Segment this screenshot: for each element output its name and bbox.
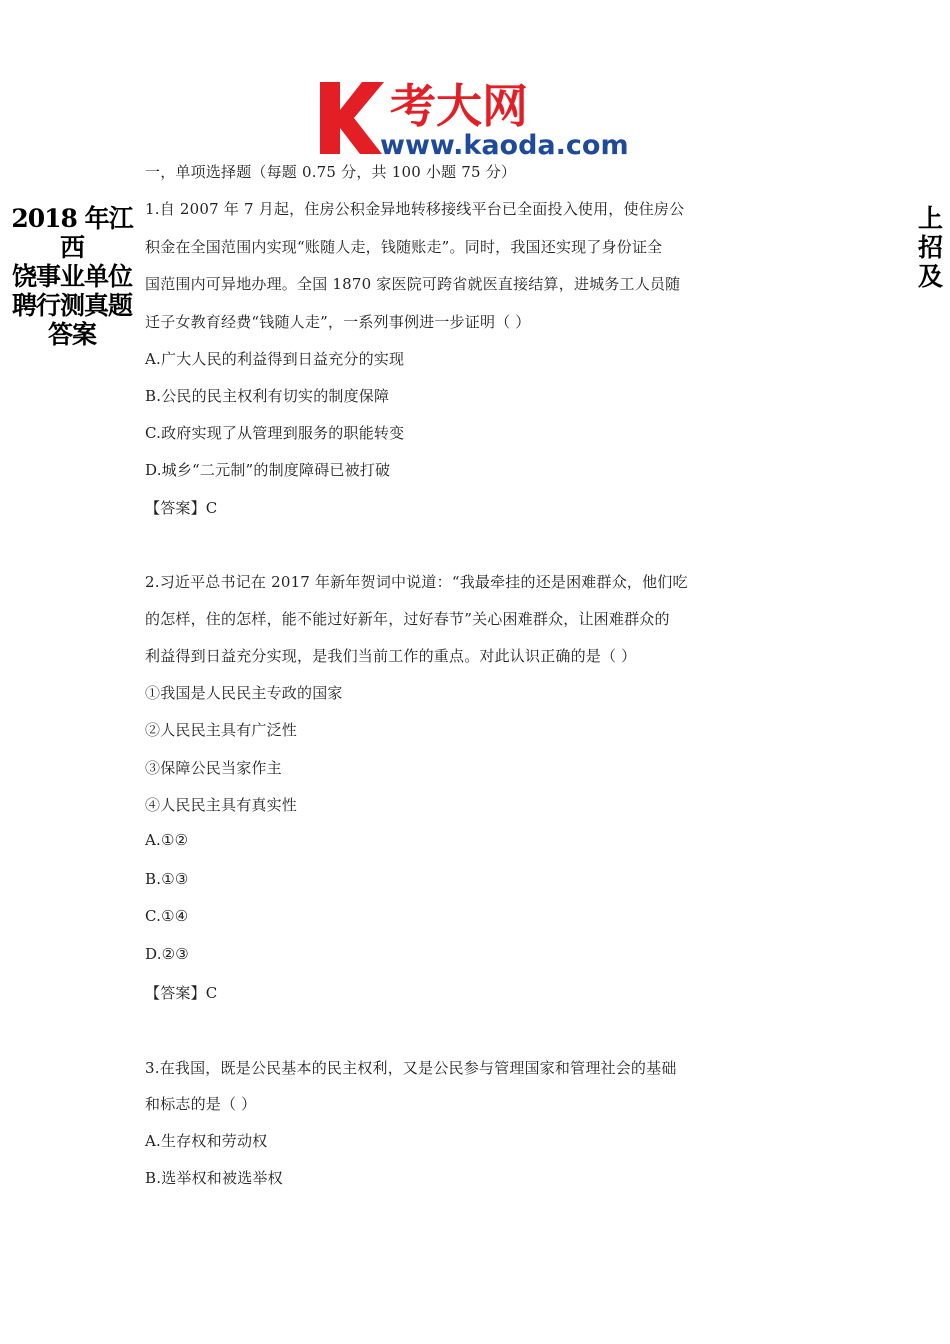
question-1-text: 国范围内可异地办理。全国 1870 家医院可跨省就医直接结算，进城务工人员随	[145, 275, 681, 293]
section-heading: 一，单项选择题（每题 0.75 分，共 100 小题 75 分）	[145, 163, 517, 181]
question-2-statement-1: ①我国是人民民主专政的国家	[145, 684, 343, 702]
side-right-char: 招	[918, 233, 944, 262]
question-3-text: 3.在我国，既是公民基本的民主权利，又是公民参与管理国家和管理社会的基础	[145, 1059, 677, 1077]
question-2-statement-2: ②人民民主具有广泛性	[145, 721, 298, 739]
question-1-text: 1.自 2007 年 7 月起，住房公积金异地转移接线平台已全面投入使用，使住房公	[145, 200, 685, 218]
question-3-text: 和标志的是（ ）	[145, 1095, 257, 1113]
question-2-text: 2.习近平总书记在 2017 年新年贺词中说道：“我最牵挂的还是困难群众，他们吃	[145, 573, 688, 591]
question-2-text: 利益得到日益充分实现，是我们当前工作的重点。对此认识正确的是（ ）	[145, 647, 637, 665]
logo-brand-text: 考大网	[390, 79, 528, 133]
question-2-statement-4: ④人民民主具有真实性	[145, 796, 298, 814]
question-1-answer: 【答案】C	[145, 499, 218, 517]
question-3-option-a: A.生存权和劳动权	[145, 1132, 268, 1150]
question-3-option-b: B.选举权和被选举权	[145, 1169, 283, 1187]
question-1-text: 迁子女教育经费“钱随人走”，一系列事例进一步证明（ ）	[145, 313, 531, 331]
question-1-option-b: B.公民的民主权利有切实的制度保障	[145, 387, 390, 405]
side-right-char: 上	[918, 204, 944, 233]
question-2-option-d: D.②③	[145, 945, 189, 963]
side-title-line: 答案	[47, 320, 96, 349]
question-2-text: 的怎样，住的怎样，能不能过好新年，过好春节”关心困难群众，让困难群众的	[145, 610, 670, 628]
kaoda-logo-graphic	[318, 76, 640, 160]
question-1-option-d: D.城乡“二元制”的制度障碍已被打破	[145, 461, 391, 479]
question-1-text: 积金在全国范围内实现“账随人走，钱随账走”。同时，我国还实现了身份证全	[145, 238, 663, 256]
logo-url-text: www.kaoda.com	[380, 130, 629, 160]
side-right-char: 及	[918, 262, 944, 291]
side-title	[4, 204, 140, 349]
side-title-line: 2018 年江西	[11, 204, 133, 262]
side-title-line: 聘行测真题	[11, 291, 132, 320]
kaoda-logo	[318, 76, 640, 160]
question-1-option-c: C.政府实现了从管理到服务的职能转变	[145, 424, 405, 442]
question-2-answer: 【答案】C	[145, 984, 218, 1002]
question-2-statement-3: ③保障公民当家作主	[145, 759, 282, 777]
logo-k-mark	[320, 82, 384, 154]
side-title-line: 饶事业单位	[11, 262, 132, 291]
question-2-option-c: C.①④	[145, 907, 189, 925]
question-1-option-a: A.广大人民的利益得到日益充分的实现	[145, 350, 405, 368]
question-2-option-b: B.①③	[145, 870, 189, 888]
question-2-option-a: A.①②	[145, 831, 189, 849]
side-right-text	[918, 204, 948, 291]
